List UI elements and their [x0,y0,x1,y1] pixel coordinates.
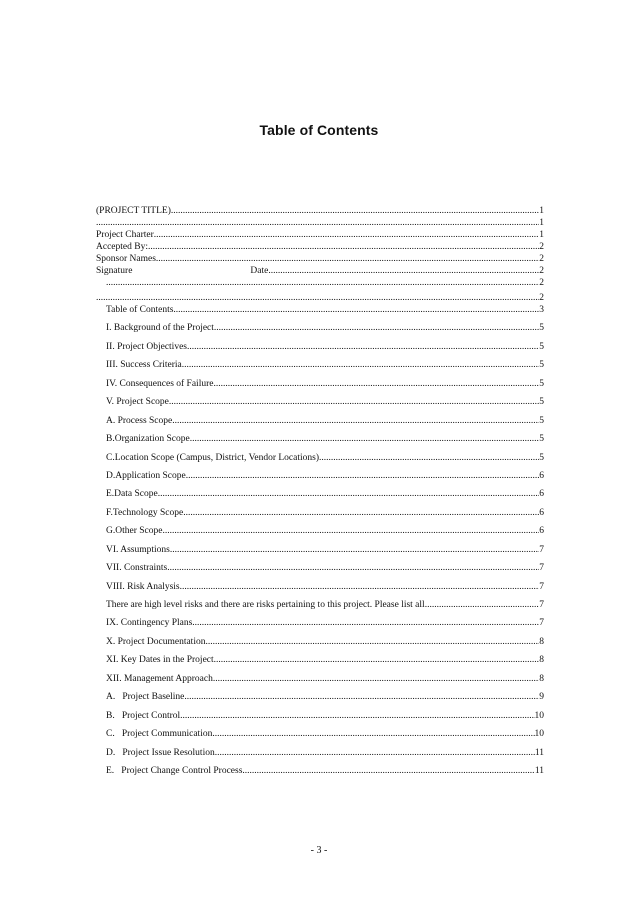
toc-entry-success-criteria[interactable] [96,360,544,378]
dot-leader [184,692,539,703]
toc-entry-text: (PROJECT TITLE) [96,206,171,216]
toc-entry-page: 10 [534,729,544,740]
signature-label: Signature [96,266,133,276]
toc-entry-organization-scope[interactable] [96,434,544,452]
toc-entry-text: There are high level risks and there are risks pertaining to this project. Please list all [106,600,425,610]
toc-entry-text: XI. Key Dates in the Project [106,655,214,666]
toc-entry-page: 5 [539,415,544,426]
toc-entry-text: B.Organization Scope [106,434,190,445]
toc-entry-accepted-by[interactable] [96,242,544,254]
toc-entry-page: 2 [539,254,544,264]
toc-entry-text: Project Charter [96,230,154,240]
toc-entry-text: VII. Constraints [106,563,168,574]
dot-leader [214,323,539,334]
toc-entry-change-control[interactable] [96,766,544,784]
toc-entry-project-communication[interactable] [96,729,544,747]
toc-entry-text: III. Success Criteria [106,360,182,371]
dot-leader [425,600,540,611]
dot-leader [162,526,539,537]
toc-entry-project-baseline[interactable] [96,692,544,710]
toc-entry-text: A. Project Baseline [106,692,185,703]
toc-entry-text: X. Project Documentation [106,636,206,647]
toc-entry-page: 11 [534,765,544,776]
toc-entry-text: E. Project Change Control Process [106,765,243,776]
dot-leader [96,218,539,229]
toc-entry-text: A. Process Scope [106,415,173,426]
toc-entry-project-scope[interactable] [96,397,544,415]
toc-entry-key-dates[interactable] [96,655,544,673]
toc-entry-project-title[interactable] [96,206,544,218]
toc-entry-page: 6 [539,470,544,481]
toc-entry-blank[interactable] [96,278,544,290]
dot-leader [212,729,534,740]
toc-entry-page: 3 [539,305,544,315]
dot-leader [96,293,539,304]
toc-entry-signature[interactable] [96,266,544,278]
toc-entry-text: Accepted By: [96,242,148,252]
dot-leader [319,453,539,464]
toc-entry-page: 2 [539,242,544,252]
toc-entry-text: II. Project Objectives [106,341,187,352]
toc-entry-data-scope[interactable] [96,489,544,507]
toc-entry-page: 7 [539,581,544,592]
dot-leader [214,655,540,666]
toc-entry-page: 7 [539,600,544,610]
toc-entry-page: 10 [534,710,544,721]
toc-entry-page: 8 [539,673,544,684]
toc-entry-blank[interactable] [96,293,544,305]
toc-entry-text: C.Location Scope (Campus, District, Vendor Locations) [106,452,320,463]
toc-entry-page: 5 [539,434,544,445]
toc-entry-page: 5 [539,341,544,352]
toc-entry-page: 11 [534,747,544,758]
dot-leader [213,379,539,390]
dot-leader [242,766,534,777]
toc-entry-process-scope[interactable] [96,416,544,434]
dot-leader [183,508,539,519]
toc-entry-text: C. Project Communication [106,729,213,740]
toc-entry-page: 6 [539,507,544,518]
dot-leader [205,637,539,648]
dot-leader [187,342,539,353]
toc-entry-text: F.Technology Scope [106,507,184,518]
toc-entry-text [96,266,268,277]
toc-entry-application-scope[interactable] [96,471,544,489]
dot-leader [213,674,539,685]
toc-entry-page: 2 [539,278,544,288]
dot-leader [156,254,539,265]
toc-entry-text: Sponsor Names [96,254,156,264]
dot-leader [167,563,539,574]
dot-leader [186,471,540,482]
toc-entry-page: 5 [539,378,544,389]
toc-entry-technology-scope[interactable] [96,508,544,526]
toc-entry-project-documentation[interactable] [96,637,544,655]
dot-leader [172,416,539,427]
toc-entry-text: I. Background of the Project [106,323,214,334]
toc-entry-page: 5 [539,452,544,463]
toc-entry-constraints[interactable] [96,563,544,581]
toc-entry-text: VI. Assumptions [106,544,170,555]
toc-entry-text: D.Application Scope [106,470,186,481]
dot-leader [148,242,539,253]
dot-leader [171,206,539,217]
toc-entry-risk-analysis[interactable] [96,582,544,600]
toc-entry-text: Table of Contents [106,305,174,315]
toc-entry-other-scope[interactable] [96,526,544,544]
dot-leader [182,360,540,371]
toc-entry-page: 5 [539,397,544,408]
toc-entry-text: XII. Management Approach [106,673,213,684]
toc-entry-issue-resolution[interactable] [96,748,544,766]
toc-entry-page: 7 [539,563,544,574]
toc-entry-page: 9 [539,692,544,703]
toc-entry-text: IX. Contingency Plans [106,618,193,629]
toc-entry-objectives[interactable] [96,342,544,360]
toc-entry-assumptions[interactable] [96,545,544,563]
toc-entry-text: V. Project Scope [106,397,169,408]
toc-entry-page: 5 [539,323,544,334]
dot-leader [215,748,535,759]
toc-entry-location-scope[interactable] [96,453,544,471]
dot-leader [169,397,539,408]
toc-entry-background[interactable] [96,323,544,341]
toc-entry-text: E.Data Scope [106,489,158,500]
toc-entry-page: 2 [539,293,544,303]
table-of-contents [96,206,544,784]
toc-entry-project-control[interactable] [96,711,544,729]
dot-leader [180,582,540,593]
dot-leader [190,434,540,445]
toc-entry-risks-list[interactable] [96,600,544,618]
toc-entry-text: IV. Consequences of Failure [106,378,214,389]
toc-entry-consequences[interactable] [96,379,544,397]
page-number: - 3 - [310,845,328,856]
dot-leader [173,305,539,316]
toc-entry-text: VIII. Risk Analysis [106,581,180,592]
toc-entry-text: B. Project Control [106,710,181,721]
toc-entry-page: 1 [539,206,544,216]
page-title: Table of Contents [259,122,379,138]
toc-entry-blank[interactable] [96,218,544,230]
toc-entry-page: 7 [539,544,544,555]
toc-entry-page: 5 [539,360,544,371]
toc-entry-table-of-contents[interactable] [96,305,544,323]
toc-entry-project-charter[interactable] [96,230,544,242]
toc-entry-page: 8 [539,655,544,666]
dot-leader [180,711,534,722]
date-label: Date [250,266,269,276]
dot-leader [158,489,540,500]
toc-entry-page: 8 [539,636,544,647]
toc-entry-page: 7 [539,618,544,629]
toc-entry-page: 6 [539,489,544,500]
dot-leader [192,618,539,629]
toc-entry-text: G.Other Scope [106,526,163,537]
dot-leader [268,266,539,277]
toc-entry-page: 2 [539,266,544,276]
toc-entry-contingency-plans[interactable] [96,618,544,636]
toc-entry-management-approach[interactable] [96,674,544,692]
dot-leader [106,278,539,289]
toc-entry-sponsor-names[interactable] [96,254,544,266]
dot-leader [170,545,539,556]
toc-entry-page: 1 [539,218,544,228]
dot-leader [154,230,539,241]
toc-entry-page: 1 [539,230,544,240]
toc-entry-page: 6 [539,526,544,537]
toc-entry-text: D. Project Issue Resolution [106,747,215,758]
